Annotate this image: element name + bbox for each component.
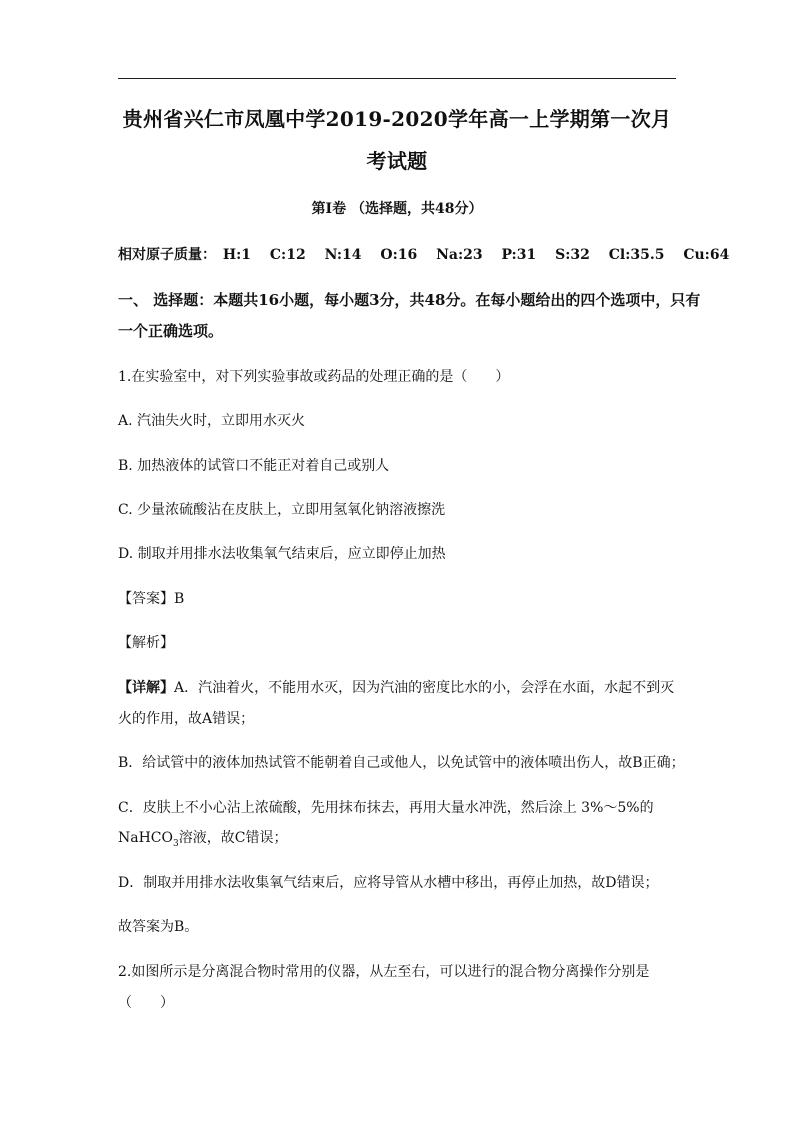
question-1-detail-a-line2: 火的作用，故A错误；	[118, 711, 255, 727]
question-1-detail-c-line1: C．皮肤上不小心沾上浓硫酸，先用抹布抹去，再用大量水冲洗，然后涂上 3%～5%的	[118, 800, 654, 816]
atomic-mass-o: O:16	[380, 247, 418, 263]
question-1-option-b: B. 加热液体的试管口不能正对着自己或别人	[118, 458, 390, 474]
atomic-mass-na: Na:23	[436, 247, 483, 263]
atomic-mass-h: H:1	[222, 247, 252, 263]
detail-c-tail: 溶液，故C错误；	[178, 830, 288, 846]
question-1-detail-a-line1	[118, 677, 674, 697]
question-1-detail-b: B．给试管中的液体加热试管不能朝着自己或他人，以免试管中的液体喷出伤人，故B正确；	[118, 755, 685, 771]
atomic-mass-cl: Cl:35.5	[608, 247, 665, 263]
atomic-mass-c: C:12	[269, 247, 306, 263]
question-1-stem: 1.在实验室中，对下列实验事故或药品的处理正确的是（ ）	[118, 369, 510, 385]
question-2-stem-line2: （ ）	[118, 995, 174, 1011]
question-1-option-c: C. 少量浓硫酸沾在皮肤上，立即用氢氧化钠溶液擦洗	[118, 502, 446, 518]
atomic-mass-s: S:32	[555, 247, 590, 263]
part1-instructions-line2: 一个正确选项。	[118, 322, 224, 340]
question-1-option-a: A. 汽油失火时，立即用水灭火	[118, 413, 306, 429]
formula-subscript: 3	[173, 838, 179, 849]
detail-a-text: A．汽油着火，不能用水灭，因为汽油的密度比水的小，会浮在水面，水起不到灭	[174, 680, 675, 696]
part1-instructions-line1: 一、 选择题：本题共16小题，每小题3分，共48分。在每小题给出的四个选项中，只有	[118, 291, 701, 309]
page-title	[112, 98, 682, 182]
question-1-conclusion: 故答案为B。	[118, 919, 199, 935]
question-1-detail-d: D．制取并用排水法收集氧气结束后，应将导管从水槽中移出，再停止加热，故D错误；	[118, 875, 659, 891]
atomic-mass-p: P:31	[501, 247, 537, 263]
question-1-detail-c-line2	[118, 827, 287, 849]
question-1-option-d: D. 制取并用排水法收集氧气结束后，应立即停止加热	[118, 546, 446, 562]
formula-nahco: NaHCO	[118, 830, 173, 846]
atomic-mass-cu: Cu:64	[683, 247, 730, 263]
header-rule	[118, 78, 676, 79]
section-heading: 第I卷 （选择题，共48分）	[311, 201, 483, 217]
atomic-masses-label: 相对原子质量：	[118, 247, 216, 263]
title-line-1: 贵州省兴仁市凤凰中学2019-2020学年高一上学期第一次月	[122, 107, 672, 131]
question-1-analysis-heading: 【解析】	[118, 635, 174, 651]
atomic-masses	[118, 244, 743, 264]
detail-heading: 【详解】	[118, 680, 174, 696]
question-2-stem-line1: 2.如图所示是分离混合物时常用的仪器，从左至右，可以进行的混合物分离操作分别是	[118, 964, 650, 980]
title-line-2: 考试题	[366, 149, 428, 173]
atomic-mass-n: N:14	[324, 247, 362, 263]
question-1-answer: 【答案】B	[118, 591, 185, 607]
